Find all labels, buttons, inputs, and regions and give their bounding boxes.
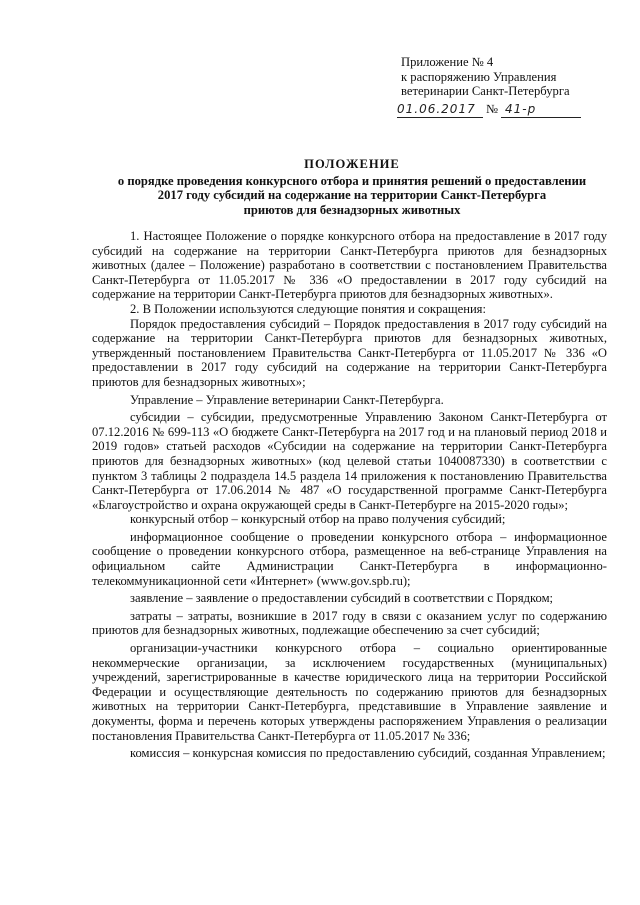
handwritten-number: 41-р [505,101,537,116]
document-body [92,229,607,761]
appendix-line-3: ветеринарии Санкт-Петербурга [401,84,570,99]
appendix-line-2: к распоряжению Управления [401,69,557,84]
document-title [92,157,612,217]
paragraph: 1. Настоящее Положение о порядке конкурсного отбора на предоставление в 2017 году субсидий на содержание на территории Санкт-Петербурга приютов для безнадзорных животных (далее – Положение) разработано в соответствии с постановлением Правительства Санкт-Петербурга от 11.05.2017 № 336 «О предоставлении в 2017 году субсидий на содержание на территории Санкт-Петербурга приютов для безнадзорных животных». [92,229,607,302]
title-line-3: приютов для безнадзорных животных [243,202,461,217]
number-underline [501,117,581,118]
appendix-header [397,55,621,119]
title-line-2: 2017 году субсидий на содержание на территории Санкт-Петербурга [157,188,547,203]
paragraph: информационное сообщение о проведении конкурсного отбора – информационное сообщение о проведении конкурсного отбора, размещенное на веб-странице Управления на официальном сайте Администрации Санкт-Петербурга в информационно-телекоммуникационной сети «Интернет» (www.gov.spb.ru); [92,529,607,588]
paragraph: субсидии – субсидии, предусмотренные Управлению Законом Санкт-Петербурга от 07.12.2016 № 699-113 «О бюджете Санкт-Петербурга на 2017 год и на плановый период 2018 и 2019 годов» статьей расходов «Субсидии на содержание на территории Санкт-Петербурга приютов для безнадзорных животных» (код целевой статьи 1040087330) в соответствии с пунктом 3 таблицы 2 подраздела 14.5 раздела 14 приложения к постановлению Правительства Санкт-Петербурга от 17.06.2014 № 487 «О государственной программе Санкт-Петербурга «Благоустройство и охрана окружающей среды в Санкт-Петербурге на 2015-2020 годы»; [92,410,607,512]
paragraph: комиссия – конкурсная комиссия по предоставлению субсидий, созданная Управлением; [130,746,606,761]
title-heading: ПОЛОЖЕНИЕ [304,157,400,171]
handwritten-date: 01.06.2017 [397,101,476,116]
title-line-1: о порядке проведения конкурсного отбора и принятия решений о предоставлении [117,173,587,188]
paragraph: заявление – заявление о предоставлении субсидий в соответствии с Порядком; [130,591,554,606]
appendix-line-1: Приложение № 4 [401,55,494,69]
date-underline [397,117,483,118]
number-sign: № [486,101,499,116]
paragraph: конкурсный отбор – конкурсный отбор на право получения субсидий; [130,512,506,527]
paragraph: Управление – Управление ветеринарии Санкт-Петербурга. [130,392,444,407]
paragraph: 2. В Положении используются следующие понятия и сокращения: [130,301,486,316]
paragraph: Порядок предоставления субсидий – Порядок предоставления в 2017 году субсидий на содержание на территории Санкт-Петербурга приютов для безнадзорных животных, утвержденный постановлением Правительства Санкт-Петербурга от 11.05.2017 № 336 «О предоставлении в 2017 году субсидий на содержание на территории Санкт-Петербурга приютов для безнадзорных животных»; [92,316,607,389]
paragraph: затраты – затраты, возникшие в 2017 году в связи с оказанием услуг по содержанию приютов для безнадзорных животных, подлежащие обеспечению за счет субсидий; [92,608,607,638]
paragraph: организации-участники конкурсного отбора – социально ориентированные некоммерческие организации, за исключением государственных (муниципальных) учреждений, зарегистрированные в качестве юридического лица на территории Российской Федерации и осуществляющие деятельность по содержанию приютов для безнадзорных животных на территории Санкт-Петербурга, представившие в Управление заявление и документы, форма и перечень которых утверждены распоряжением Управления о реализации постановления Правительства Санкт-Петербурга от 11.05.2017 № 336; [92,641,607,743]
date-number-line [397,99,621,119]
